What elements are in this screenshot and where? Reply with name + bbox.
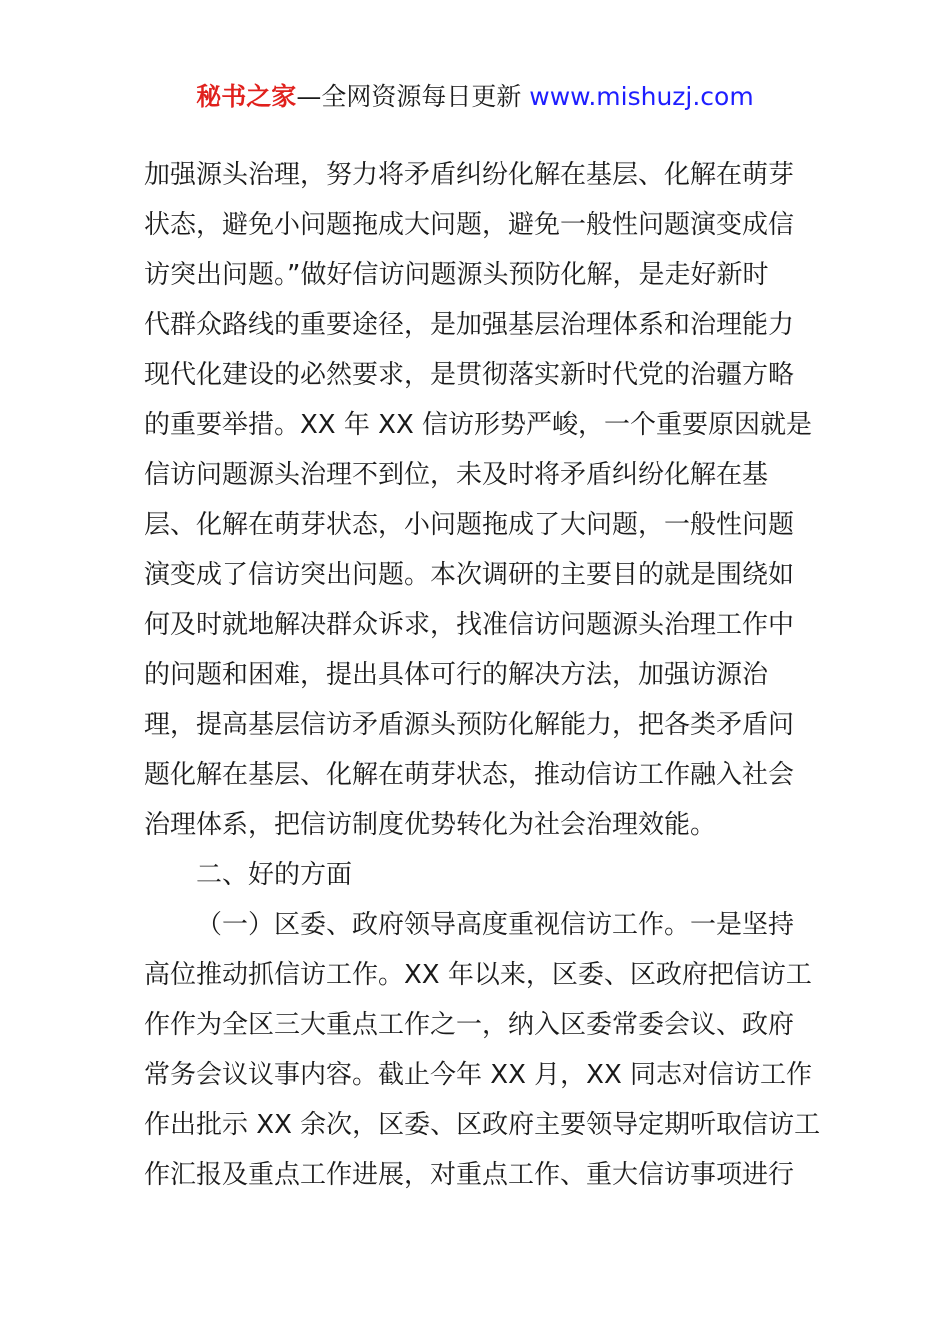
site-url-link[interactable]: www.mishuzj.com bbox=[529, 82, 754, 111]
paragraph-line: 代群众路线的重要途径，是加强基层治理体系和治理能力 bbox=[144, 310, 795, 340]
paragraph-line: 作汇报及重点工作进展，对重点工作、重大信访事项进行 bbox=[144, 1160, 795, 1190]
page-header bbox=[0, 80, 950, 114]
paragraph-line: 何及时就地解决群众诉求，找准信访问题源头治理工作中 bbox=[144, 610, 795, 640]
paragraph-line: 高位推动抓信访工作。XX 年以来，区委、区政府把信访工 bbox=[144, 960, 812, 990]
paragraph-line: 作作为全区三大重点工作之一，纳入区委常委会议、政府 bbox=[144, 1010, 795, 1040]
paragraph-line: 访突出问题。”做好信访问题源头预防化解，是走好新时 bbox=[144, 260, 769, 290]
paragraph-line: 理，提高基层信访矛盾源头预防化解能力，把各类矛盾问 bbox=[144, 710, 795, 740]
paragraph-line: 层、化解在萌芽状态，小问题拖成了大问题，一般性问题 bbox=[144, 510, 795, 540]
paragraph-line: 的重要举措。XX 年 XX 信访形势严峻，一个重要原因就是 bbox=[144, 410, 813, 440]
site-brand: 秘书之家 bbox=[196, 82, 297, 111]
paragraph-line: 作出批示 XX 余次，区委、区政府主要领导定期听取信访工 bbox=[144, 1110, 821, 1140]
paragraph-line: 现代化建设的必然要求，是贯彻落实新时代党的治疆方略 bbox=[144, 360, 795, 390]
document-body bbox=[144, 150, 824, 1200]
paragraph-line: 演变成了信访突出问题。本次调研的主要目的就是围绕如 bbox=[144, 560, 795, 590]
paragraph-line: 治理体系，把信访制度优势转化为社会治理效能。 bbox=[144, 810, 717, 840]
paragraph-line: （一）区委、政府领导高度重视信访工作。一是坚持 bbox=[196, 910, 795, 940]
paragraph-line: 加强源头治理，努力将矛盾纠纷化解在基层、化解在萌芽 bbox=[144, 160, 795, 190]
section-heading: 二、好的方面 bbox=[196, 860, 353, 890]
paragraph-line: 题化解在基层、化解在萌芽状态，推动信访工作融入社会 bbox=[144, 760, 795, 790]
paragraph-line: 信访问题源头治理不到位，未及时将矛盾纠纷化解在基 bbox=[144, 460, 769, 490]
paragraph-line: 状态，避免小问题拖成大问题，避免一般性问题演变成信 bbox=[144, 210, 795, 240]
site-tagline: —全网资源每日更新 bbox=[296, 82, 522, 111]
paragraph-line: 常务会议议事内容。截止今年 XX 月，XX 同志对信访工作 bbox=[144, 1060, 813, 1090]
paragraph-line: 的问题和困难，提出具体可行的解决方法，加强访源治 bbox=[144, 660, 769, 690]
